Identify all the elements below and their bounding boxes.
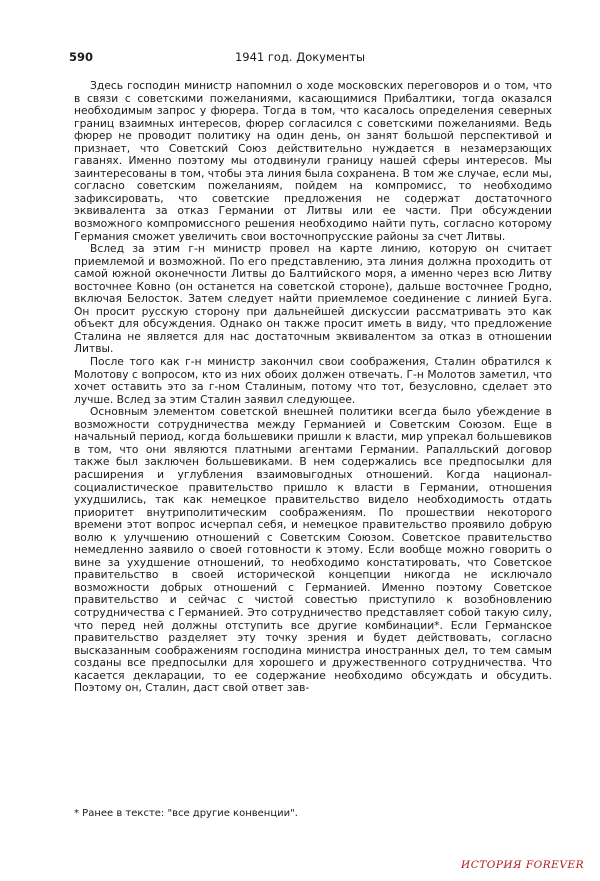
paragraph: После того как г-н министр закончил свои соображения, Сталин обратился к Молотову с вопросом, кто из них обоих должен отвечать. Г-н Молотов заметил, что хочет оставить это за г-ном Сталиным, потому что тот, безусловно, сделает это лучше. Вслед за этим Сталин заявил следующее. — [74, 355, 552, 406]
document-body — [74, 80, 552, 695]
paragraph: Здесь господин министр напомнил о ходе московских переговоров и о том, что в связи с советскими пожеланиями, касающимися Прибалтики, тогда оказался необходимым запрос у фюрера. Тогда в том, что касалось определения северных границ взаимных интересов, фюрер согласился с советскими пожеланиями. Ведь фюрер не проводит политику на один день, он занят большой перспективой и признает, что Советский Союз действительно нуждается в незамерзающих гаванях. Именно поэтому мы отодвинули границу нашей сферы интересов. Мы заинтересованы в том, чтобы эта линия была сохранена. В том же случае, если мы, согласно советским пожеланиям, пойдем на компромисс, то необходимо зафиксировать, что советские предложения не содержат достаточного эквивалента за отказ Германии от Литвы или ее части. При обсуждении возможного компромиссного решения необходимо найти путь, согласно которому Германия сможет увеличить свои восточнопрусские районы за счет Литвы. — [74, 79, 552, 243]
running-title: 1941 год. Документы — [234, 50, 366, 64]
page-number: 590 — [69, 50, 94, 64]
paragraph: Вслед за этим г-н министр провел на карте линию, которую он считает приемлемой и возможной. По его представлению, эта линия должна проходить от самой южной оконечности Литвы до Балтийского моря, а именно через всю Литву восточнее Ковно (он останется на советской стороне), дальше восточнее Гродно, включая Белосток. Затем следует найти приемлемое соединение с линией Буга. Он просит русскую сторону при дальнейшей дискуссии рассматривать это как объект для обсуждения. Однако он также просит иметь в виду, что предложение Сталина не является для нас достаточным эквивалентом за отказ в отношении Литвы. — [74, 242, 552, 356]
footnote: * Ранее в тексте: "все другие конвенции". — [74, 808, 298, 819]
paragraph: Основным элементом советской внешней политики всегда было убеждение в возможности сотрудничества между Германией и Советским Союзом. Еще в начальный период, когда большевики пришли к власти, мир упрекал большевиков в том, что они являются платными агентами Германии. Рапалльский договор также был заключен большевиками. В нем содержались все предпосылки для расширения и углубления взаимовыгодных отношений. Когда национал-социалистическое правительство пришло к власти в Германии, отношения ухудшились, так как немецкое правительство видело необходимость отдать приоритет внутриполитическим соображениям. По прошествии некоторого времени этот вопрос исчерпал себя, и немецкое правительство проявило добрую волю к улучшению отношений с Советским Союзом. Советское правительство немедленно заявило о своей готовности к этому. Если вообще можно говорить о вине за ухудшение отношений, то необходимо констатировать, что Советское правительство в своей исторической концепции никогда не исключало возможности добрых отношений с Германией. Именно поэтому Советское правительство и сейчас с чистой совестью приступило к возобновлению сотрудничества с Германией. Это сотрудничество представляет собой такую силу, что перед ней должны отступить все другие комбинации*. Если Германское правительство разделяет эту точку зрения и будет действовать, согласно высказанным соображениям господина министра иностранных дел, то тем самым созданы все предпосылки для хорошего и дружественного сотрудничества. Что касается декларации, то ее содержание необходимо обсуждать и обсудить. Поэтому он, Сталин, даст свой ответ зав- — [74, 405, 552, 695]
watermark-logo: ИСТОРИЯ FOREVER — [461, 859, 584, 871]
